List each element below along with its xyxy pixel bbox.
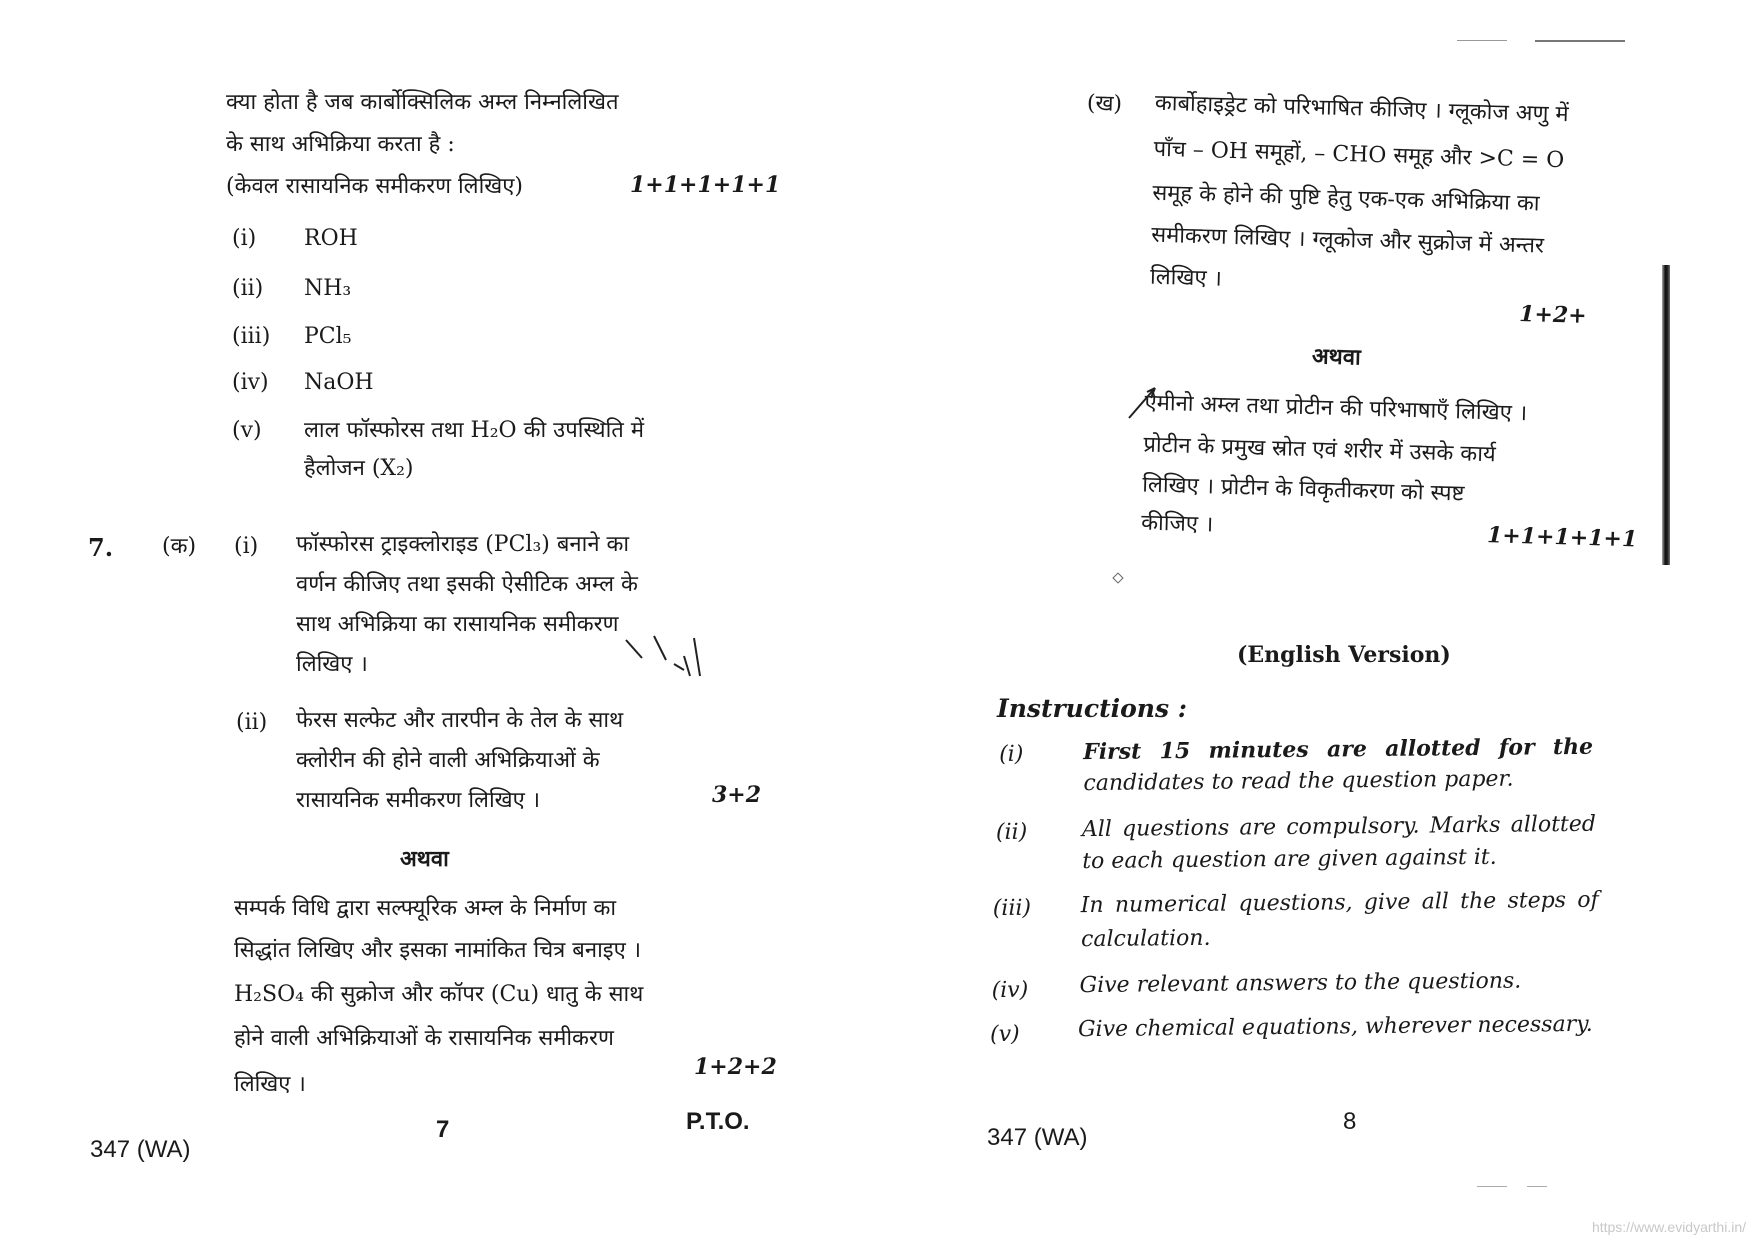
intro-line-1: क्या होता है जब कार्बोक्सिलिक अम्ल निम्नलिखित xyxy=(226,90,619,115)
kha-line-4: समीकरण लिखिए । ग्लूकोज और सुक्रोज में अन्तर xyxy=(1150,222,1545,259)
item-1-text: ROH xyxy=(304,226,358,251)
instruction-5-num: (v) xyxy=(989,1021,1020,1048)
q7-sub1-line-2: वर्णन कीजिए तथा इसकी ऐसीटिक अम्ल के xyxy=(296,572,638,597)
item-4-num: (iv) xyxy=(232,370,269,395)
item-1-num: (i) xyxy=(232,226,257,251)
footer-page-number-left: 7 xyxy=(436,1116,450,1143)
item-5-text: लाल फॉस्फोरस तथा H₂O की उपस्थिति में xyxy=(304,418,644,443)
instruction-4-line-1: Give relevant answers to the questions. xyxy=(1079,968,1522,999)
q7-sub1-line-3: साथ अभिक्रिया का रासायनिक समीकरण xyxy=(296,612,619,637)
intro-line-3: (केवल रासायनिक समीकरण लिखिए) xyxy=(226,174,524,199)
instruction-2-line-2: to each question are given against it. xyxy=(1082,844,1497,875)
instruction-3-num: (iii) xyxy=(992,895,1032,922)
alt-marks: 1+2+2 xyxy=(694,1054,777,1080)
q7-sub2-line-2: क्लोरीन की होने वाली अभिक्रियाओं के xyxy=(296,748,600,773)
instruction-1-line-1 xyxy=(1082,733,1594,766)
scan-line xyxy=(1477,1186,1507,1187)
footer-pto: P.T.O. xyxy=(686,1108,750,1135)
item-2-num: (ii) xyxy=(232,276,264,301)
alt-right-line-1: ऐमीनो अम्ल तथा प्रोटीन की परिभाषाएँ लिखिए । xyxy=(1144,390,1528,427)
intro-marks: 1+1+1+1+1 xyxy=(630,172,781,198)
kha-line-2: पाँच – OH समूहों, – CHO समूह और >C = O xyxy=(1153,136,1565,174)
instruction-2-num: (ii) xyxy=(995,819,1028,846)
q7-sub2-line-3: रासायनिक समीकरण लिखिए । xyxy=(296,788,541,813)
kha-label: (ख) xyxy=(1086,90,1123,117)
kha-line-1: कार्बोहाइड्रेट को परिभाषित कीजिए । ग्लूकोज अणु में xyxy=(1154,90,1569,128)
or-heading-right: अथवा xyxy=(1311,343,1362,371)
q7-sub2-marks: 3+2 xyxy=(712,782,762,808)
alt-right-line-2: प्रोटीन के प्रमुख स्रोत एवं शरीर में उसके कार्य xyxy=(1143,432,1497,468)
watermark-url: https://www.evidyarthi.in/ xyxy=(1591,1219,1746,1235)
right-page xyxy=(877,0,1754,1241)
item-3-text: PCl₅ xyxy=(304,324,352,349)
question-7-number: 7. xyxy=(88,533,114,562)
instruction-1-text: First 15 minutes are allotted for the xyxy=(1082,733,1594,766)
instruction-3-line-1: In numerical questions, give all the steps of xyxy=(1080,887,1599,919)
footer-page-number-right: 8 xyxy=(1343,1108,1357,1135)
alt-right-line-4: कीजिए । xyxy=(1140,510,1214,538)
alt-line-2: सिद्धांत लिखिए और इसका नामांकित चित्र बनाइए । xyxy=(234,938,642,963)
instruction-4-num: (iv) xyxy=(991,977,1029,1004)
kha-line-5: लिखिए । xyxy=(1149,264,1223,292)
item-4-text: NaOH xyxy=(304,370,374,395)
item-5-num: (v) xyxy=(232,418,262,443)
instruction-3-line-2: calculation. xyxy=(1080,925,1211,953)
q7-sub1-line-4: लिखिए । xyxy=(296,652,368,677)
intro-line-2: के साथ अभिक्रिया करता है : xyxy=(226,132,455,157)
instruction-1-num: (i) xyxy=(999,741,1024,767)
item-3-num: (iii) xyxy=(232,324,271,349)
question-7-part: (क) xyxy=(162,534,197,559)
alt-right-marks: 1+1+1+1+1 xyxy=(1486,522,1638,553)
alt-line-4: होने वाली अभिक्रियाओं के रासायनिक समीकरण xyxy=(234,1026,614,1051)
instruction-5-line-1: Give chemical equations, wherever necessary. xyxy=(1077,1011,1593,1043)
instruction-2-line-1: All questions are compulsory. Marks allotted xyxy=(1081,811,1597,843)
alt-right-line-3: लिखिए । प्रोटीन के विकृतीकरण को स्पष्ट xyxy=(1141,472,1465,507)
scan-line xyxy=(1527,1186,1547,1187)
q7-sub2-line-1: फेरस सल्फेट और तारपीन के तेल के साथ xyxy=(296,708,624,733)
instruction-1-line-2: candidates to read the question paper. xyxy=(1083,766,1514,797)
instructions-title: Instructions : xyxy=(997,694,1187,723)
q7-sub1-line-1: फॉस्फोरस ट्राइक्लोराइड (PCl₃) बनाने का xyxy=(296,532,630,557)
footer-code-left: 347 (WA) xyxy=(90,1136,191,1163)
english-version-heading: (English Version) xyxy=(1237,642,1451,668)
alt-line-3: H₂SO₄ की सुक्रोज और कॉपर (Cu) धातु के साथ xyxy=(234,982,644,1007)
q7-sub1-num: (i) xyxy=(234,534,259,559)
left-page xyxy=(0,0,877,1241)
instructions-list xyxy=(869,0,1754,1242)
pen-tick-mark-icon xyxy=(620,620,710,680)
q7-sub2-num: (ii) xyxy=(236,710,268,735)
footer-code-right: 347 (WA) xyxy=(987,1124,1088,1151)
item-2-text: NH₃ xyxy=(304,276,352,301)
alt-line-5: लिखिए । xyxy=(234,1072,306,1097)
item-5-text-line2: हैलोजन (X₂) xyxy=(304,456,414,481)
kha-line-3: समूह के होने की पुष्टि हेतु एक-एक अभिक्रिया का xyxy=(1152,180,1540,217)
alt-line-1: सम्पर्क विधि द्वारा सल्फ्यूरिक अम्ल के निर्माण का xyxy=(234,896,617,921)
or-heading-left: अथवा xyxy=(400,846,449,872)
kha-marks: 1+2+ xyxy=(1518,300,1588,329)
